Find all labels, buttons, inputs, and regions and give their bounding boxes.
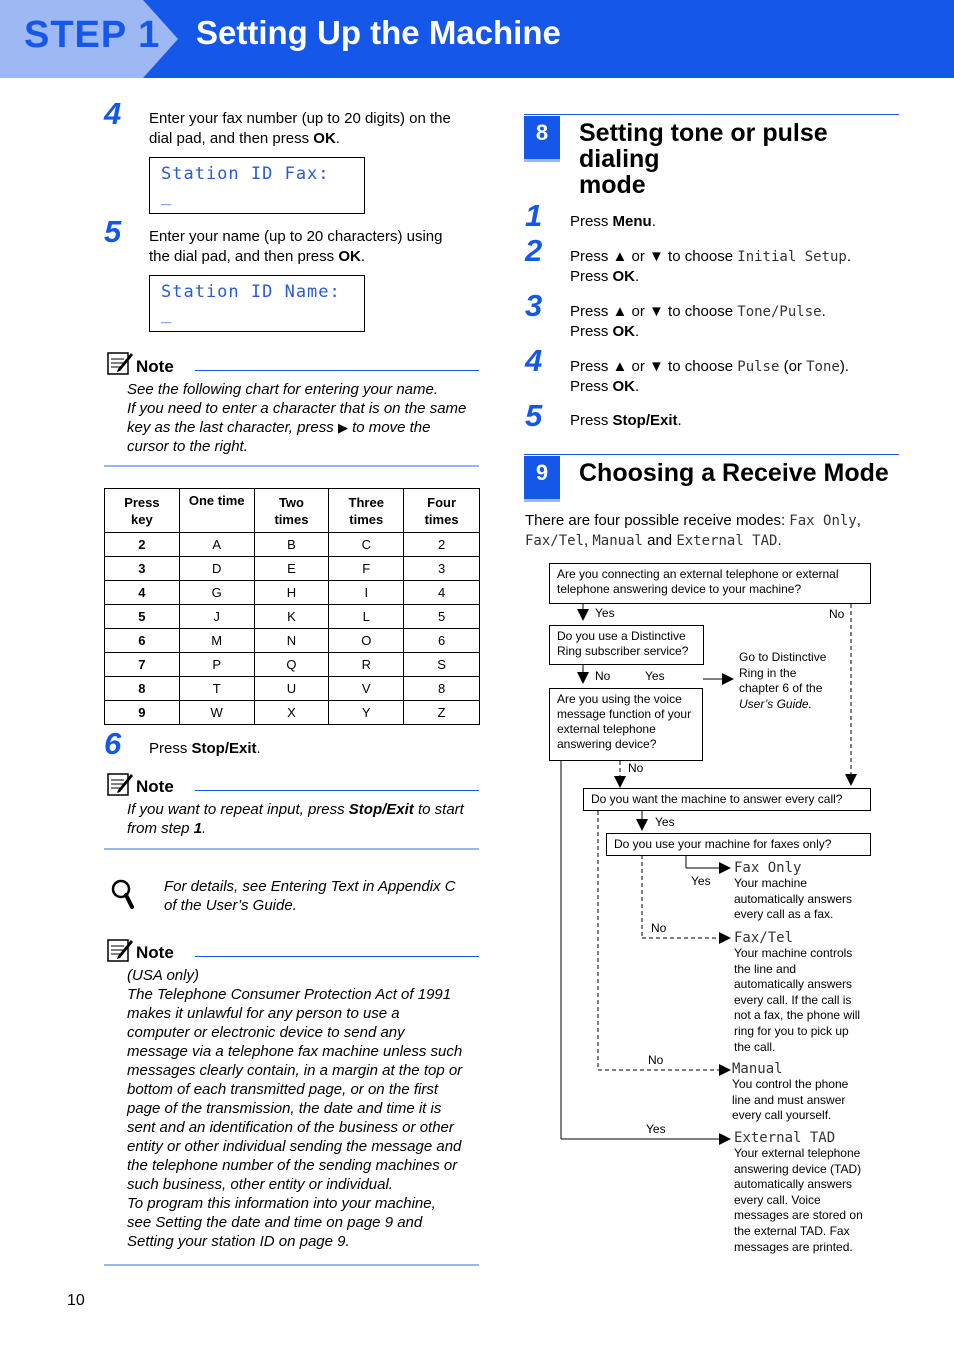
- mode-description: [734, 946, 860, 1055]
- distinctive-ring-note: [739, 650, 826, 712]
- flow-label-no: No: [651, 921, 667, 935]
- line: the call.: [734, 1039, 776, 1054]
- table-cell: K: [254, 605, 329, 629]
- note-2-text: to start: [413, 801, 464, 818]
- period: .: [846, 248, 852, 265]
- ok-key-label: OK: [612, 378, 636, 395]
- table-cell: D: [179, 557, 254, 581]
- flow-question-2: Do you use a Distinctive Ring subscriber service?: [549, 625, 704, 665]
- line: not a fax, the phone will: [734, 1008, 861, 1023]
- sec8-step-1-number: 1: [525, 198, 543, 233]
- mode-fax-tel: [734, 930, 860, 1055]
- line: line and must answer: [732, 1092, 846, 1107]
- flow-label-yes: Yes: [655, 815, 675, 829]
- line: every call as a fax.: [734, 907, 834, 922]
- note-3-title: Note: [136, 943, 174, 962]
- step-4-number: 4: [104, 96, 122, 131]
- line: Ring in the: [739, 665, 797, 680]
- header-text: Four: [427, 494, 457, 510]
- line: automatically answers: [734, 1177, 853, 1192]
- table-cell: W: [179, 701, 254, 725]
- page-number: 10: [67, 1292, 85, 1309]
- table-cell: 6: [404, 629, 480, 653]
- table-cell: U: [254, 677, 329, 701]
- note-3-line: The Telephone Consumer Protection Act of 1991: [127, 986, 452, 1003]
- table-cell: X: [254, 701, 329, 725]
- line: ring for you to pick up: [734, 1023, 849, 1038]
- table-cell: B: [254, 533, 329, 557]
- note-2-text: from step: [127, 820, 194, 837]
- note-3-line: sent and an identification of the business or other: [127, 1119, 454, 1136]
- table-cell: 3: [105, 557, 180, 581]
- note-2-title: Note: [136, 777, 174, 796]
- tip-line-1: For details, see Entering Text in Appendix C: [164, 878, 456, 895]
- note-3-line: makes it unlawful for any person to use a: [127, 1005, 400, 1022]
- note-3-line: To program this information into your machine,: [127, 1195, 436, 1212]
- flow-label-yes: Yes: [691, 874, 711, 888]
- header-text: Three: [348, 494, 384, 510]
- text: ).: [839, 358, 849, 375]
- table-cell: 6: [105, 629, 180, 653]
- table-cell: M: [179, 629, 254, 653]
- table-cell: 5: [404, 605, 480, 629]
- flow-label-no: No: [829, 607, 845, 621]
- note-3-line: entity or other individual sending the message and: [127, 1138, 462, 1155]
- note-3-line: computer or electronic device to send any: [127, 1024, 405, 1041]
- mode-description: [734, 876, 852, 923]
- table-cell: 2: [404, 533, 480, 557]
- mode-description: [732, 1077, 848, 1124]
- table-cell: I: [329, 581, 404, 605]
- period: .: [821, 303, 826, 320]
- ok-key-label: OK: [612, 323, 636, 340]
- note-2-text: If you want to repeat input, press: [127, 801, 349, 818]
- tip-line-2: of the User’s Guide.: [164, 897, 297, 914]
- period: .: [635, 268, 640, 285]
- mode-name: Fax/Tel: [525, 533, 585, 549]
- table-cell: J: [179, 605, 254, 629]
- ok-key-label: OK: [338, 248, 361, 265]
- table-cell: N: [254, 629, 329, 653]
- table-cell: R: [329, 653, 404, 677]
- text: Press: [570, 378, 613, 395]
- table-cell: E: [254, 557, 329, 581]
- period: .: [360, 248, 365, 265]
- header-text: One time: [188, 493, 245, 508]
- header-text: Two: [278, 494, 304, 510]
- text: Press ▲ or ▼ to choose: [570, 358, 738, 375]
- note-3-line: page of the transmission, the date and time it is: [127, 1100, 442, 1117]
- flow-label-no: No: [595, 669, 611, 683]
- text: Press ▲ or ▼ to choose: [570, 303, 738, 320]
- text: Press: [570, 268, 613, 285]
- table-cell: Y: [329, 701, 404, 725]
- period: .: [202, 820, 207, 837]
- sec8-step-2-number: 2: [525, 233, 543, 268]
- step-5-number: 5: [104, 214, 122, 249]
- table-cell: 3: [404, 557, 480, 581]
- mode-manual: [732, 1061, 848, 1124]
- note-3-line: Setting your station ID on page 9.: [127, 1233, 350, 1250]
- period: .: [677, 412, 682, 429]
- flow-question-4: Do you want the machine to answer every call?: [583, 788, 871, 811]
- mode-description: [734, 1146, 863, 1255]
- menu-option: Initial Setup: [737, 249, 847, 265]
- line: every call. If the call is: [734, 992, 852, 1007]
- period: .: [635, 323, 640, 340]
- stop-exit-key-label: Stop/Exit: [612, 412, 678, 429]
- line: every call yourself.: [732, 1108, 832, 1123]
- step-4-line1: Enter your fax number (up to 20 digits) on the: [149, 110, 451, 127]
- stop-exit-key-label: Stop/Exit: [191, 740, 257, 757]
- line: automatically answers: [734, 977, 853, 992]
- note-3-line: (USA only): [127, 967, 199, 984]
- flow-label-yes: Yes: [646, 1122, 666, 1136]
- line: every call. Voice: [734, 1192, 821, 1207]
- flow-question-1: Are you connecting an external telephone or external telephone answering device to your machine?: [549, 563, 871, 604]
- note-1-line-4: cursor to the right.: [127, 438, 248, 455]
- period: .: [335, 130, 340, 147]
- header-text: times: [349, 511, 384, 527]
- note-3-line: message via a telephone fax machine unless such: [127, 1043, 463, 1060]
- sec8-step-3-number: 3: [525, 288, 543, 323]
- text: Press: [570, 323, 613, 340]
- ok-key-label: OK: [313, 130, 336, 147]
- line: messages are printed.: [734, 1239, 853, 1254]
- line: automatically answers: [734, 891, 853, 906]
- flow-label-yes: Yes: [645, 669, 665, 683]
- table-cell: F: [329, 557, 404, 581]
- table-cell: H: [254, 581, 329, 605]
- header-text: times: [274, 511, 309, 527]
- line: Your external telephone: [734, 1146, 861, 1160]
- table-cell: G: [179, 581, 254, 605]
- flow-question-5: Do you use your machine for faxes only?: [606, 833, 871, 856]
- section-8-title-line-2: mode: [579, 171, 646, 199]
- mode-name: Fax/Tel: [734, 930, 794, 946]
- lcd-cursor: _: [161, 186, 173, 206]
- ok-key-label: OK: [612, 268, 636, 285]
- line: User’s Guide.: [739, 696, 812, 711]
- note-3-line: messages clearly contain, in a margin at the top or: [127, 1062, 463, 1079]
- step-5-line2-text: the dial pad, and then press: [149, 248, 339, 265]
- text: Press: [570, 412, 613, 429]
- table-cell: Z: [404, 701, 480, 725]
- step-4-line2-text: dial pad, and then press: [149, 130, 314, 147]
- table-cell: 2: [105, 533, 180, 557]
- table-cell: 9: [105, 701, 180, 725]
- mode-name: External TAD: [734, 1130, 836, 1146]
- table-cell: O: [329, 629, 404, 653]
- step-6-prefix: Press: [149, 740, 192, 757]
- period: .: [777, 532, 782, 549]
- mode-name: Manual: [592, 533, 643, 549]
- table-cell: 8: [404, 677, 480, 701]
- table-cell: V: [329, 677, 404, 701]
- step-6-number: 6: [104, 726, 122, 761]
- text: and: [642, 532, 677, 549]
- header-text: times: [424, 511, 459, 527]
- header-text: Press: [124, 494, 160, 510]
- step-5-line1: Enter your name (up to 20 characters) using: [149, 228, 443, 245]
- line: the line and: [734, 961, 797, 976]
- note-1-line-2: If you need to enter a character that is on the same: [127, 400, 467, 417]
- table-cell: 4: [404, 581, 480, 605]
- lcd-line-1: Station ID Fax:: [161, 164, 330, 184]
- note-1-line-3-end: to move the: [352, 419, 431, 436]
- lcd-line-1: Station ID Name:: [161, 282, 341, 302]
- mode-name: Manual: [732, 1061, 783, 1077]
- section-9-number: 9: [535, 460, 549, 485]
- menu-option: Pulse: [737, 359, 780, 375]
- menu-option: Tone: [806, 359, 840, 375]
- note-1-title: Note: [136, 357, 174, 376]
- lcd-cursor: _: [161, 304, 173, 324]
- note-3-line: see Setting the date and time on page 9 and: [127, 1214, 423, 1231]
- line: You control the phone: [732, 1077, 849, 1091]
- section-8-title-line-1: Setting tone or pulse dialing: [579, 119, 828, 173]
- sec8-step-5-number: 5: [525, 398, 543, 433]
- line: Your machine controls: [734, 946, 853, 960]
- page-title: Setting Up the Machine: [196, 14, 561, 51]
- table-cell: A: [179, 533, 254, 557]
- mode-name: External TAD: [676, 533, 778, 549]
- flow-label-yes: Yes: [595, 606, 615, 620]
- table-cell: 5: [105, 605, 180, 629]
- section-8-number: 8: [535, 120, 549, 145]
- line: answering device (TAD): [734, 1161, 862, 1176]
- text: ,: [856, 512, 861, 529]
- period: .: [256, 740, 261, 757]
- line: messages are stored on: [734, 1208, 863, 1223]
- text: Press: [570, 213, 613, 230]
- table-cell: P: [179, 653, 254, 677]
- mode-fax-only: [734, 860, 852, 923]
- section-9-title: Choosing a Receive Mode: [579, 459, 889, 487]
- table-cell: Q: [254, 653, 329, 677]
- line: Go to Distinctive: [739, 650, 827, 664]
- menu-key-label: Menu: [612, 213, 652, 230]
- note-1-line-3-text: key as the last character, press: [127, 419, 334, 436]
- mode-name: Fax Only: [734, 860, 802, 876]
- line: chapter 6 of the: [739, 681, 823, 696]
- text: (or: [779, 358, 807, 375]
- table-cell: 4: [105, 581, 180, 605]
- note-3-line: such business, other entity or individual.: [127, 1176, 393, 1193]
- stop-exit-key-label: Stop/Exit: [348, 801, 414, 818]
- line: Your machine: [734, 876, 807, 890]
- note-3-line: bottom of each transmitted page, or on the first: [127, 1081, 439, 1098]
- table-cell: S: [404, 653, 480, 677]
- right-arrow-icon: ▶: [337, 420, 348, 435]
- line: the external TAD. Fax: [734, 1223, 850, 1238]
- note-1-line-1: See the following chart for entering your name.: [127, 381, 439, 398]
- table-cell: L: [329, 605, 404, 629]
- text: Press ▲ or ▼ to choose: [570, 248, 738, 265]
- table-cell: 7: [105, 653, 180, 677]
- header-text: key: [131, 511, 153, 527]
- menu-option: Tone/Pulse: [737, 304, 822, 320]
- text: ,: [584, 532, 593, 549]
- step-ref: 1: [193, 820, 203, 837]
- table-cell: 8: [105, 677, 180, 701]
- mode-external-tad: [734, 1130, 863, 1255]
- sec8-step-4-number: 4: [525, 343, 543, 378]
- text: There are four possible receive modes:: [525, 512, 790, 529]
- table-cell: C: [329, 533, 404, 557]
- note-3-line: the telephone number of the sending machines or: [127, 1157, 458, 1174]
- flow-question-3: Are you using the voice message function of your external telephone answering device?: [549, 688, 703, 761]
- flow-label-no: No: [628, 761, 644, 775]
- period: .: [635, 378, 640, 395]
- period: .: [651, 213, 656, 230]
- table-cell: T: [179, 677, 254, 701]
- mode-name: Fax Only: [789, 513, 857, 529]
- flow-label-no: No: [648, 1053, 664, 1067]
- step-label: STEP 1: [24, 14, 161, 56]
